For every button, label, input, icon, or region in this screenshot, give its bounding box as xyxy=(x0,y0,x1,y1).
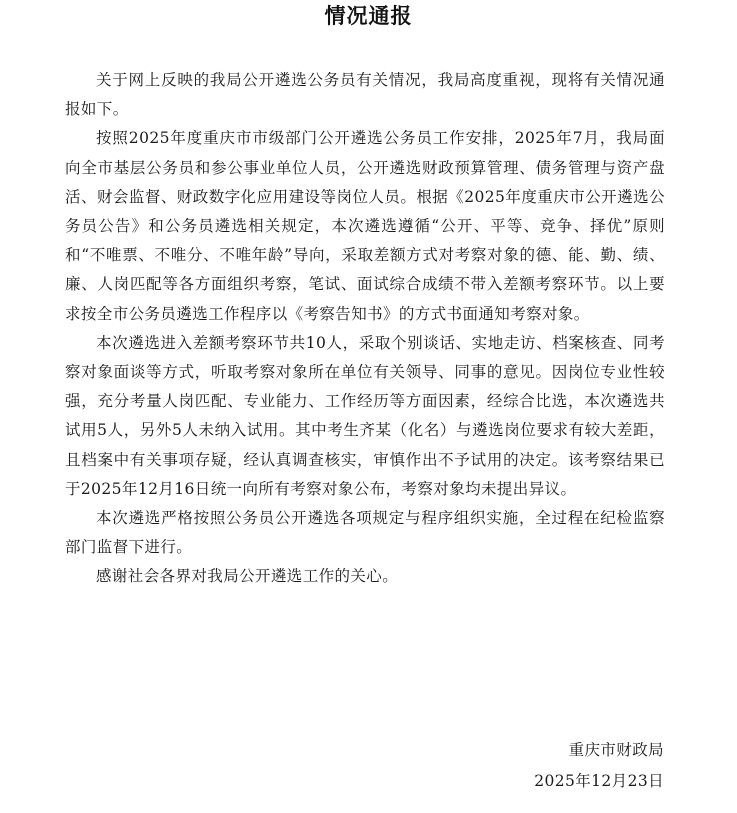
paragraph-supervision: 本次遴选严格按照公务员公开遴选各项规定与程序组织实施，全过程在纪检监察部门监督下进行。 xyxy=(65,509,665,557)
paragraph-examination: 本次遴选进入差额考察环节共10人，采取个别谈话、实地走访、档案核查、同考察对象面谈等方式，听取考察对象所在单位有关领导、同事的意见。因岗位专业性较强，充分考量人岗匹配、专业能力、工作经历等方面因素，经综合比选，本次遴选共试用5人，另外5人未纳入试用。其中考生齐某（化名）与遴选岗位要求有较大差距，且档案中有关事项存疑，经认真调查核实，审慎作出不予试用的决定。该考察结果已于2025年12月16日统一向所有考察对象公布，考察对象均未提出异议。 xyxy=(65,333,665,498)
document-title: 情况通报 xyxy=(324,4,413,28)
signature-organization: 重庆市财政局 xyxy=(568,741,664,759)
document-body xyxy=(65,66,665,592)
paragraph-intro: 关于网上反映的我局公开遴选公务员有关情况，我局高度重视，现将有关情况通报如下。 xyxy=(65,71,665,119)
signature-date: 2025年12月23日 xyxy=(534,772,664,790)
paragraph-background: 按照2025年度重庆市市级部门公开遴选公务员工作安排，2025年7月，我局面向全市基层公务员和参公事业单位人员，公开遴选财政预算管理、债务管理与资产盘活、财会监督、财政数字化应用建设等岗位人员。根据《2025年度重庆市公开遴选公务员公告》和公务员遴选相关规定，本次遴选遵循“公开、平等、竞争、择优”原则和“不唯票、不唯分、不唯年龄”导向，采取差额方式对考察对象的德、能、勤、绩、廉、人岗匹配等各方面组织考察，笔试、面试综合成绩不带入差额考察环节。以上要求按全市公务员遴选工作程序以《考察告知书》的方式书面通知考察对象。 xyxy=(65,129,665,323)
paragraph-thanks: 感谢社会各界对我局公开遴选工作的关心。 xyxy=(96,567,399,586)
